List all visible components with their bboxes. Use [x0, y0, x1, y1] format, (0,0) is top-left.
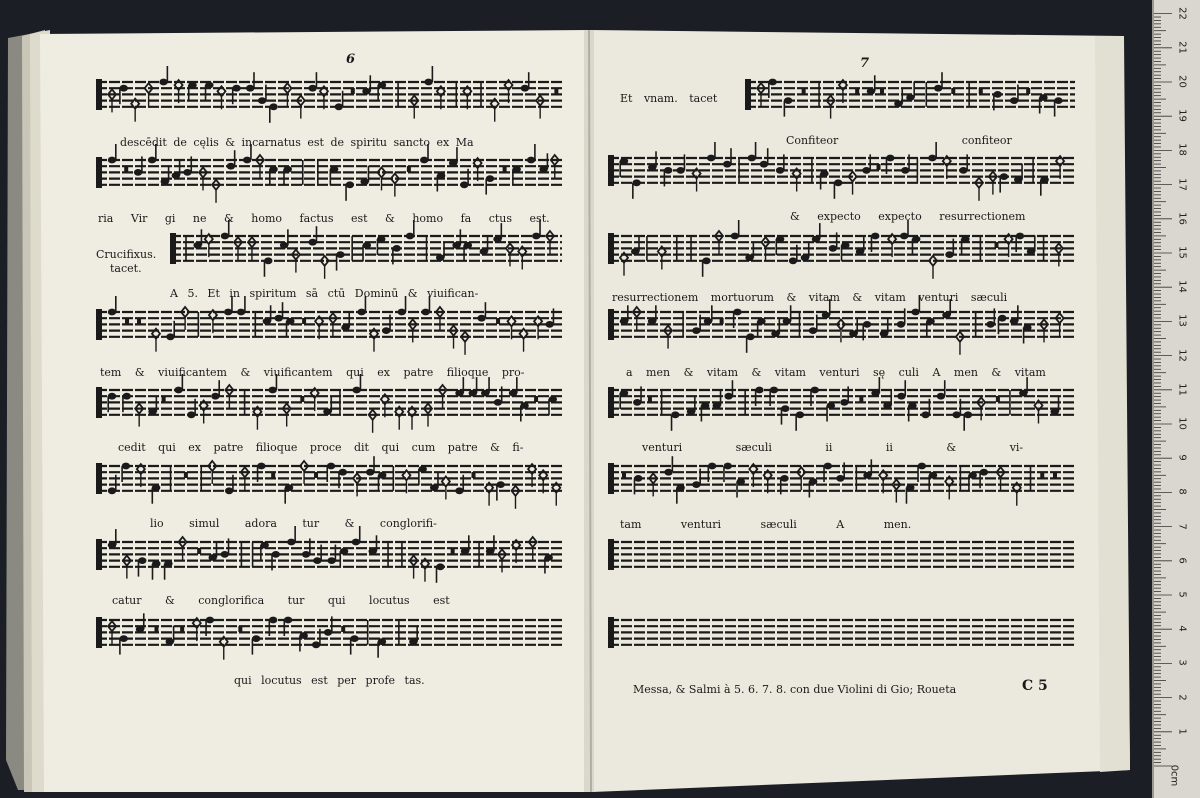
crucifixus-tacet-label: tacet. — [110, 262, 142, 275]
ruler-number: 13 — [1176, 314, 1188, 328]
ruler-number: 17 — [1176, 177, 1188, 191]
crucifixus-label: Crucifixus. — [96, 248, 157, 261]
ruler-number: 1 — [1176, 728, 1188, 735]
signature-mark: C 5 — [1022, 678, 1048, 694]
left-lyric-line-2: ria Vir gi ne & homo factus est & homo fa ctus est. — [98, 212, 550, 225]
right-header-text: Et vnam. tacet — [620, 92, 718, 105]
left-lyric-line-5: cedit qui ex patre filioque proce dit qui cum patre & fi- — [118, 441, 524, 454]
right-lyric-line-6: tam venturi sæculi A men. — [620, 518, 912, 531]
ruler-number: 6 — [1176, 557, 1188, 564]
left-lyric-line-4: tem & viuificantem & viuificantem qui ex patre filioque pro- — [100, 366, 525, 379]
left-lyric-line-3: A 5. Et in spiritum sā ctū Dominū & viuifican- — [170, 287, 479, 300]
ruler-number: 21 — [1176, 40, 1188, 54]
ruler-number: 4 — [1176, 625, 1188, 632]
ruler-number: 5 — [1176, 591, 1188, 598]
left-lyric-line-1: descēdit de cęlis & incarnatus est de spiritu sancto ex Ma — [120, 136, 474, 149]
right-lyric-line-4: a men & vitam & vitam venturi sę culi A men & vitam — [626, 366, 1046, 379]
ruler-number: 10 — [1176, 417, 1188, 430]
ruler-unit-label: 0cm — [1168, 764, 1180, 787]
right-lyric-line-3: resurrectionem mortuorum & vitam & vitam venturi sæculi — [612, 291, 1008, 304]
ruler-number: 20 — [1176, 75, 1188, 88]
ruler-number: 3 — [1176, 659, 1188, 667]
left-lyric-line-8: qui locutus est per profe tas. — [234, 674, 425, 687]
ruler-number: 22 — [1176, 6, 1188, 20]
ruler-number: 18 — [1176, 143, 1188, 157]
right-page-number: 7 — [860, 56, 870, 71]
ruler-number: 11 — [1176, 382, 1188, 396]
ruler-number: 12 — [1176, 348, 1188, 362]
ruler-number: 2 — [1176, 693, 1188, 701]
right-footer-title: Messa, & Salmi à 5. 6. 7. 8. con due Violini di Gio; Roueta — [633, 683, 957, 696]
ruler-number: 15 — [1176, 246, 1188, 259]
ruler-number: 7 — [1176, 522, 1188, 530]
ruler-number: 8 — [1176, 488, 1188, 496]
right-lyric-line-2: & expecto expecto resurrectionem — [790, 210, 1026, 223]
left-lyric-line-6: lio simul adora tur & conglorifi- — [150, 517, 437, 530]
right-lyric-line-1: Confiteor confiteor — [786, 134, 1012, 147]
ruler-number: 16 — [1176, 211, 1188, 225]
ruler-number: 14 — [1176, 280, 1188, 294]
ruler-number: 9 — [1176, 454, 1188, 461]
left-lyric-line-7: catur & conglorifica tur qui locutus est — [112, 594, 450, 607]
ruler-number: 19 — [1176, 109, 1188, 123]
right-lyric-line-5: venturi sæculi ii ii & vi- — [642, 441, 1024, 454]
left-page-number: 6 — [346, 52, 356, 67]
